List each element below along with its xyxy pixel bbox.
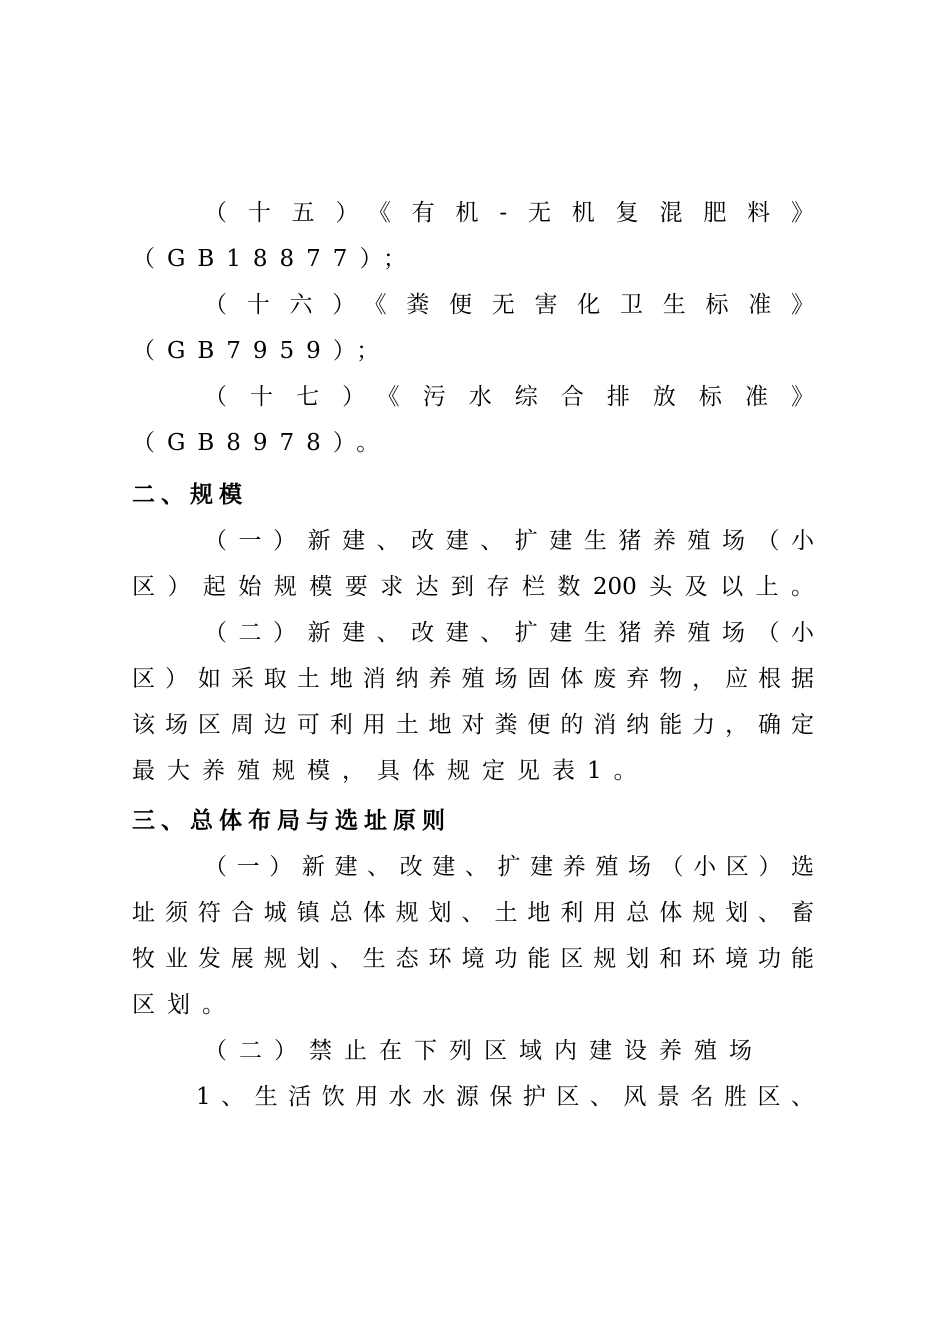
section-2-p1-line1: （一）新建、改建、扩建生猪养殖场（小	[204, 528, 814, 554]
standard-15-title: （十五）《有机-无机复混肥料》	[204, 200, 814, 226]
standard-15-code: （GB18877）；	[132, 246, 418, 272]
standard-17-title: （十七）《污水综合排放标准》	[204, 384, 814, 410]
section-3-p3-line1: 1、生活饮用水水源保护区、风景名胜区、	[196, 1084, 814, 1110]
section-3-p1-line3: 牧业发展规划、生态环境功能区规划和环境功能	[132, 946, 814, 972]
section-3-heading: 三、总体布局与选址原则	[132, 808, 451, 834]
section-3-p2-line1: （二）禁止在下列区域内建设养殖场	[204, 1038, 764, 1064]
standard-16-code: （GB7959）；	[132, 338, 392, 364]
section-2-p2-line2: 区）如采取土地消纳养殖场固体废弃物，应根据	[132, 666, 814, 692]
section-2-p1-line2: 区）起始规模要求达到存栏数200头及以上。	[132, 574, 814, 600]
section-3-p1-line2: 址须符合城镇总体规划、土地利用总体规划、畜	[132, 900, 814, 926]
standard-17-code: （GB8978）。	[132, 430, 392, 456]
section-3-p1-line1: （一）新建、改建、扩建养殖场（小区）选	[204, 854, 814, 880]
section-2-p2-line1: （二）新建、改建、扩建生猪养殖场（小	[204, 620, 814, 646]
section-3-p1-line4: 区划。	[132, 992, 237, 1018]
section-2-p2-line4: 最大养殖规模，具体规定见表1。	[132, 758, 649, 784]
section-2-heading: 二、规模	[132, 482, 248, 508]
section-2-p2-line3: 该场区周边可利用土地对粪便的消纳能力，确定	[132, 712, 814, 738]
standard-16-title: （十六）《粪便无害化卫生标准》	[204, 292, 814, 318]
